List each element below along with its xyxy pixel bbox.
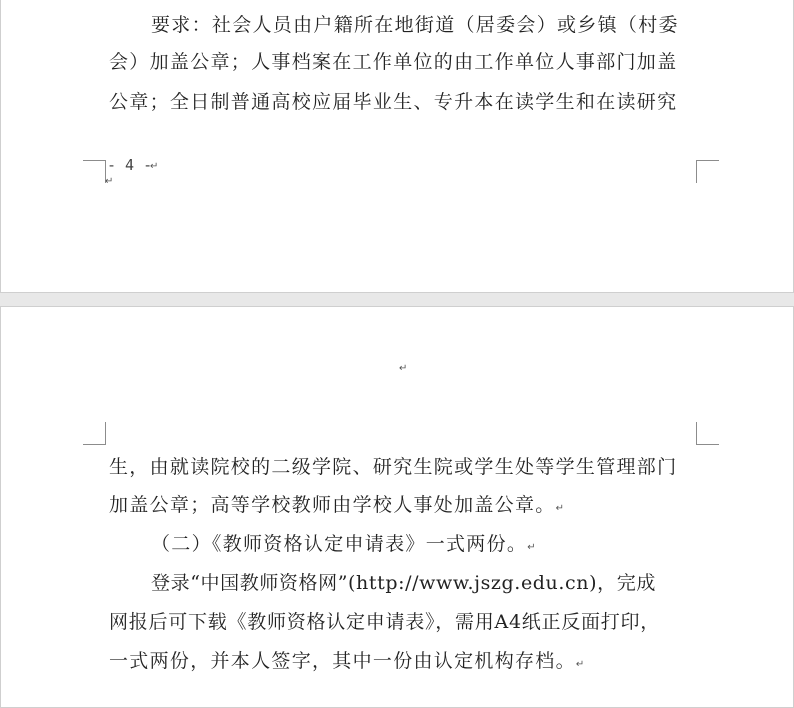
page-number: - 4 -: [107, 156, 153, 174]
body-text-line: 加盖公章；高等学校教师由学校人事处加盖公章。↵: [109, 494, 564, 516]
body-text-line: 一式两份，并本人签字，其中一份由认定机构存档。↵: [109, 650, 585, 672]
margin-corner-top-right: [696, 422, 719, 445]
body-text-line: 要求：社会人员由户籍所在地街道（居委会）或乡镇（村委: [151, 14, 679, 36]
body-text-line: 会）加盖公章；人事档案在工作单位的由工作单位人事部门加盖: [109, 51, 678, 73]
paragraph-mark: ↵: [575, 659, 585, 670]
body-text-line: 登录“中国教师资格网”(http://www.jszg.edu.cn)，完成: [151, 572, 656, 594]
document-page-5: [0, 306, 794, 708]
section-heading: （二）《教师资格认定申请表》一式两份。↵: [151, 533, 536, 555]
paragraph-mark: ↵: [150, 161, 159, 172]
paragraph-mark: ↵: [527, 542, 536, 553]
document-page-4: [0, 0, 794, 293]
margin-corner-bottom-right: [696, 160, 719, 183]
margin-corner-top-left: [83, 422, 106, 445]
body-text-line: 网报后可下载《教师资格认定申请表》，需用A4纸正反面打印，: [109, 611, 661, 633]
margin-corner-bottom-left: [83, 160, 106, 183]
paragraph-mark: ↵: [105, 176, 114, 187]
paragraph-mark: ↵: [555, 503, 564, 514]
body-text-line: 生，由就读院校的二级学院、研究生院或学生处等学生管理部门: [109, 456, 678, 478]
body-text-line: 公章；全日制普通高校应届毕业生、专升本在读学生和在读研究: [109, 91, 678, 113]
header-paragraph-mark: ↵: [399, 363, 408, 374]
